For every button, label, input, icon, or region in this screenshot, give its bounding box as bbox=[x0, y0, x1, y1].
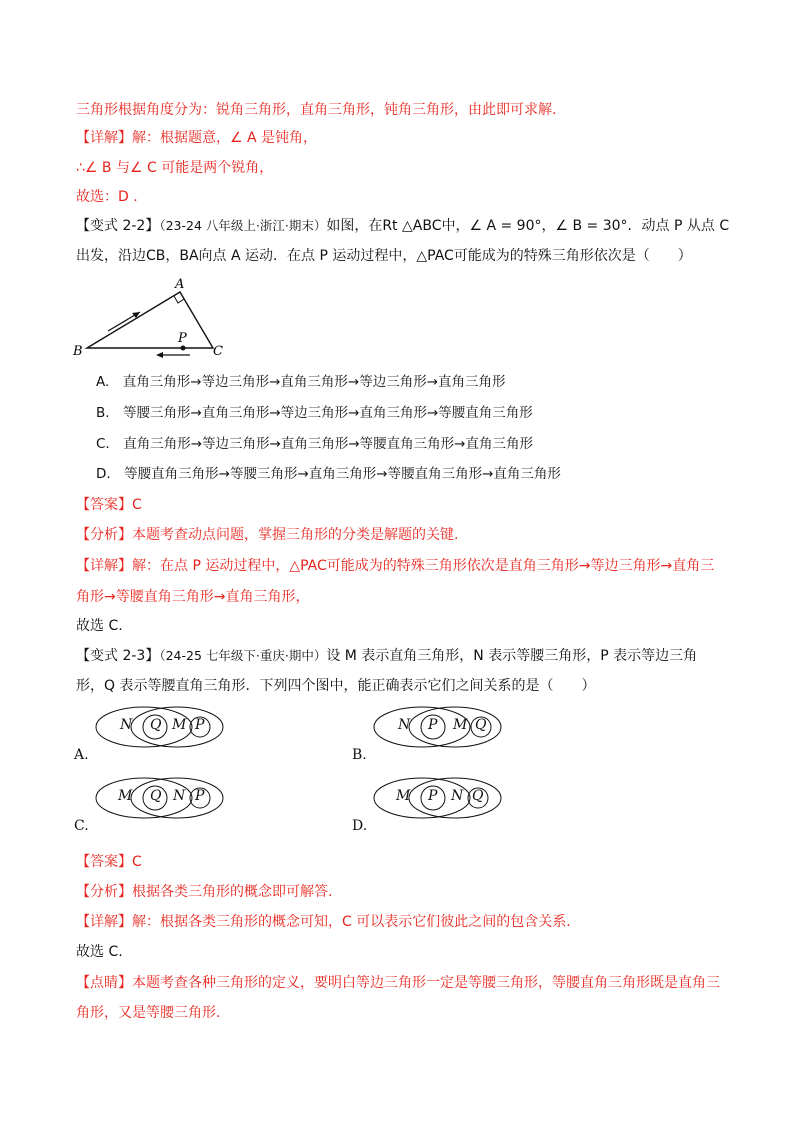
venn-set-label: P bbox=[428, 788, 438, 804]
analysis-tag: 【分析】 bbox=[76, 527, 132, 543]
venn-set-label: Q bbox=[150, 717, 162, 733]
venn-set-label: N bbox=[451, 788, 464, 804]
q23-analysis-line bbox=[76, 882, 332, 902]
analysis-text: 根据各类三角形的概念即可解答. bbox=[132, 884, 333, 900]
label-b: B bbox=[73, 344, 83, 359]
venn-option-d bbox=[350, 774, 510, 842]
analysis-tag: 【分析】 bbox=[76, 884, 132, 900]
detail-tag: 【详解】 bbox=[76, 558, 132, 574]
venn-option-b bbox=[350, 703, 510, 771]
detail-tag: 【详解】 bbox=[76, 130, 132, 146]
venn-set-label: N bbox=[173, 788, 186, 804]
label-p: P bbox=[178, 331, 187, 346]
prev-analysis-line: 三角形根据角度分为：锐角三角形，直角三角形，钝角三角形，由此即可求解. bbox=[76, 102, 557, 118]
label-a: A bbox=[175, 277, 185, 292]
venn-set-label: M bbox=[396, 788, 411, 804]
analysis-text: 本题考查动点问题，掌握三角形的分类是解题的关键. bbox=[132, 527, 459, 543]
q23-tag: 【变式 2-3】 bbox=[76, 648, 160, 664]
detail-tag: 【详解】 bbox=[76, 914, 132, 930]
venn-set-label: N bbox=[398, 717, 411, 733]
comment-tag: 【点睛】 bbox=[76, 975, 132, 991]
venn-set-label: M bbox=[453, 717, 468, 733]
venn-set-label: N bbox=[120, 717, 133, 733]
answer-value: C bbox=[132, 854, 142, 870]
triangle-figure bbox=[70, 276, 240, 362]
venn-option-letter: A. bbox=[74, 747, 89, 763]
venn-option-c bbox=[72, 774, 232, 842]
q22-source: （23-24 八年级上·浙江·期末） bbox=[159, 218, 327, 233]
point-p bbox=[181, 346, 186, 351]
q22-analysis-line bbox=[76, 525, 458, 545]
venn-set-label: Q bbox=[150, 788, 162, 804]
venn-set-label: P bbox=[428, 717, 438, 733]
q22-stem-line2: 出发，沿边CB，BA向点 A 运动．在点 P 运动过程中，△PAC可能成为的特殊三角形依次是（ ） bbox=[76, 248, 692, 264]
detail-text: 解：根据题意，∠ A 是钝角， bbox=[132, 130, 318, 146]
detail-text: 解：在点 P 运动过程中，△PAC可能成为的特殊三角形依次是直角三角形→等边三角形→直角三 bbox=[132, 558, 715, 574]
venn-set-label: Q bbox=[472, 788, 484, 804]
q23-comment-line2: 角形，又是等腰三角形. bbox=[76, 1005, 221, 1021]
q22-choice: 故选 C. bbox=[76, 618, 123, 634]
q22-stem1: 如图，在Rt △ABC中，∠ A = 90°，∠ B = 30°．动点 P 从点 C bbox=[326, 218, 730, 234]
q22-option-c: C. 直角三角形→等边三角形→直角三角形→等腰直角三角形→直角三角形 bbox=[96, 436, 533, 452]
prev-choice: 故选：D . bbox=[76, 189, 138, 205]
q22-detail-line1 bbox=[76, 556, 714, 576]
q23-choice: 故选 C. bbox=[76, 944, 123, 960]
q22-answer-line bbox=[76, 495, 142, 515]
q23-source: （24-25 七年级下·重庆·期中） bbox=[159, 648, 327, 663]
q22-option-d: D. 等腰直角三角形→等腰三角形→直角三角形→等腰直角三角形→直角三角形 bbox=[96, 466, 561, 482]
venn-option-letter: D. bbox=[352, 818, 368, 834]
venn-option-letter: C. bbox=[74, 818, 89, 834]
answer-tag: 【答案】 bbox=[76, 854, 132, 870]
triangle-abc bbox=[87, 292, 213, 348]
venn-set-label: P bbox=[195, 717, 205, 733]
label-c: C bbox=[213, 344, 223, 359]
q22-option-b: B. 等腰三角形→直角三角形→等边三角形→直角三角形→等腰直角三角形 bbox=[96, 405, 533, 421]
answer-tag: 【答案】 bbox=[76, 497, 132, 513]
venn-option-a bbox=[72, 703, 232, 771]
detail-text: 解：根据各类三角形的概念可知，C 可以表示它们彼此之间的包含关系. bbox=[132, 914, 571, 930]
comment-text: 本题考查各种三角形的定义，要明白等边三角形一定是等腰三角形，等腰直角三角形既是直角三 bbox=[132, 975, 720, 991]
venn-set-label: P bbox=[195, 788, 205, 804]
q23-answer-line bbox=[76, 852, 142, 872]
q23-detail-line bbox=[76, 912, 571, 932]
q23-stem-line2: 形，Q 表示等腰直角三角形．下列四个图中，能正确表示它们之间关系的是（ ） bbox=[76, 678, 596, 694]
q22-tag: 【变式 2-2】 bbox=[76, 218, 160, 234]
answer-value: C bbox=[132, 497, 142, 513]
venn-option-letter: B. bbox=[352, 747, 367, 763]
arrowhead-cb bbox=[156, 352, 163, 358]
venn-set-label: M bbox=[118, 788, 133, 804]
prev-detail-line bbox=[76, 128, 317, 148]
q22-detail-line2: 角形→等腰直角三角形→直角三角形， bbox=[76, 589, 310, 605]
q23-comment-line1 bbox=[76, 973, 720, 993]
q23-stem-line1 bbox=[76, 646, 697, 666]
q22-option-a: A. 直角三角形→等边三角形→直角三角形→等边三角形→直角三角形 bbox=[96, 374, 506, 390]
q22-stem-line1 bbox=[76, 216, 729, 236]
venn-set-label: Q bbox=[475, 717, 487, 733]
venn-set-label: M bbox=[172, 717, 187, 733]
prev-conclusion-line: ∴∠ B 与∠ C 可能是两个锐角， bbox=[76, 160, 274, 176]
q23-stem1: 设 M 表示直角三角形，N 表示等腰三角形，P 表示等边三角 bbox=[326, 648, 698, 664]
